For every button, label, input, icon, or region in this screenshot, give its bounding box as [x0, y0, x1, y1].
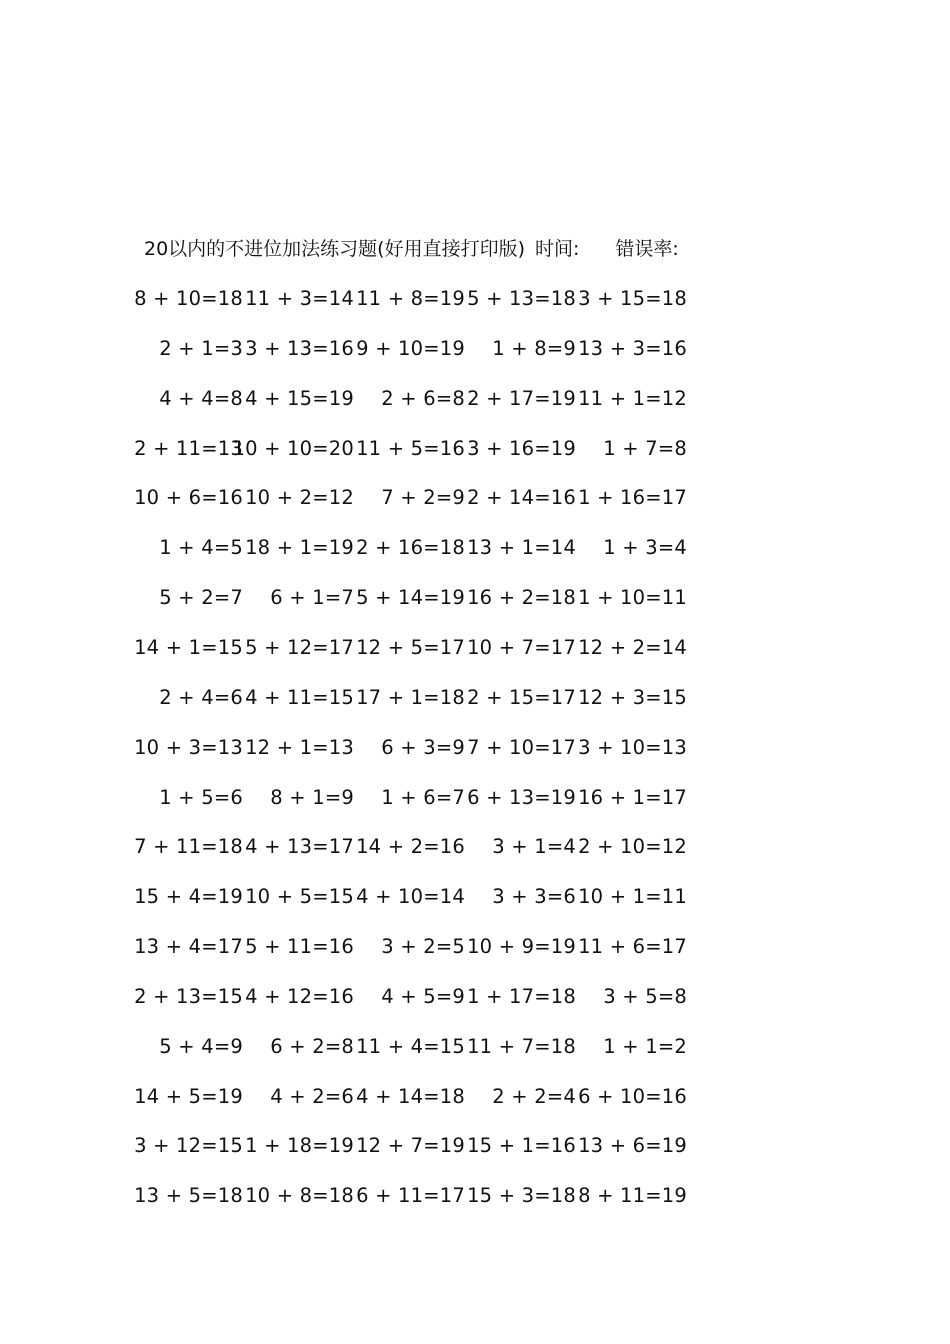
problem-r18-c3: 12 + 7=19 — [356, 1134, 465, 1158]
problem-r10-c1: 10 + 3=13 — [134, 735, 243, 759]
problem-r17-c5: 6 + 10=16 — [578, 1084, 687, 1108]
error-rate-label: 错误率: — [615, 238, 679, 260]
problem-r16-c1: 5 + 4=9 — [159, 1034, 243, 1058]
problem-r3-c1: 4 + 4=8 — [159, 386, 243, 410]
problem-r18-c2: 1 + 18=19 — [245, 1134, 354, 1158]
problem-r19-c5: 8 + 11=19 — [578, 1184, 687, 1208]
problem-r19-c4: 15 + 3=18 — [467, 1184, 576, 1208]
problem-r12-c3: 14 + 2=16 — [356, 835, 465, 859]
problem-r10-c5: 3 + 10=13 — [578, 735, 687, 759]
problem-r4-c1: 2 + 11=13 — [134, 436, 243, 460]
problem-r15-c1: 2 + 13=15 — [134, 984, 243, 1008]
problem-r7-c5: 1 + 10=11 — [578, 586, 687, 610]
problem-r15-c4: 1 + 17=18 — [467, 984, 576, 1008]
problem-r5-c5: 1 + 16=17 — [578, 486, 687, 510]
problem-r10-c2: 12 + 1=13 — [245, 735, 354, 759]
problem-r3-c5: 11 + 1=12 — [578, 386, 687, 410]
problem-r8-c1: 14 + 1=15 — [134, 635, 243, 659]
problem-r12-c1: 7 + 11=18 — [134, 835, 243, 859]
problem-r3-c3: 2 + 6=8 — [381, 386, 465, 410]
problem-r1-c3: 11 + 8=19 — [356, 287, 465, 310]
problem-r15-c2: 4 + 12=16 — [245, 984, 354, 1008]
problem-r17-c1: 14 + 5=19 — [134, 1084, 243, 1108]
problem-r19-c2: 10 + 8=18 — [245, 1184, 354, 1208]
problem-r9-c4: 2 + 15=17 — [467, 685, 576, 709]
problem-r15-c5: 3 + 5=8 — [603, 984, 687, 1008]
problem-r16-c2: 6 + 2=8 — [270, 1034, 354, 1058]
problem-r13-c5: 10 + 1=11 — [578, 885, 687, 909]
problem-r9-c1: 2 + 4=6 — [159, 685, 243, 709]
problem-r14-c1: 13 + 4=17 — [134, 935, 243, 959]
problem-r13-c3: 4 + 10=14 — [356, 885, 465, 909]
time-label: 时间: — [535, 238, 580, 260]
problem-r11-c3: 1 + 6=7 — [381, 785, 465, 809]
problem-r12-c2: 4 + 13=17 — [245, 835, 354, 859]
problem-r6-c5: 1 + 3=4 — [603, 536, 687, 560]
problem-r8-c2: 5 + 12=17 — [245, 635, 354, 659]
problem-r15-c3: 4 + 5=9 — [381, 984, 465, 1008]
problem-r6-c2: 18 + 1=19 — [245, 536, 354, 560]
problem-r19-c1: 13 + 5=18 — [134, 1184, 243, 1208]
problem-r19-c3: 6 + 11=17 — [356, 1184, 465, 1208]
problem-r2-c5: 13 + 3=16 — [578, 336, 687, 360]
problem-r1-c4: 5 + 13=18 — [467, 287, 576, 310]
problem-r7-c4: 16 + 2=18 — [467, 586, 576, 610]
problem-r7-c2: 6 + 1=7 — [270, 586, 354, 610]
problem-r16-c4: 11 + 7=18 — [467, 1034, 576, 1058]
problem-r8-c5: 12 + 2=14 — [578, 635, 687, 659]
problem-r17-c4: 2 + 2=4 — [492, 1084, 576, 1108]
problem-r13-c4: 3 + 3=6 — [492, 885, 576, 909]
problem-r5-c3: 7 + 2=9 — [381, 486, 465, 510]
problem-r14-c2: 5 + 11=16 — [245, 935, 354, 959]
problem-r12-c5: 2 + 10=12 — [578, 835, 687, 859]
problem-r10-c4: 7 + 10=17 — [467, 735, 576, 759]
problem-r11-c1: 1 + 5=6 — [159, 785, 243, 809]
problem-r8-c4: 10 + 7=17 — [467, 635, 576, 659]
worksheet-title: 20以内的不进位加法练习题(好用直接打印版) — [144, 238, 526, 260]
problem-r14-c4: 10 + 9=19 — [467, 935, 576, 959]
problem-r5-c1: 10 + 6=16 — [134, 486, 243, 510]
problem-r17-c3: 4 + 14=18 — [356, 1084, 465, 1108]
problem-r18-c4: 15 + 1=16 — [467, 1134, 576, 1158]
problem-r11-c4: 6 + 13=19 — [467, 785, 576, 809]
problem-r11-c2: 8 + 1=9 — [270, 785, 354, 809]
problem-r3-c2: 4 + 15=19 — [245, 386, 354, 410]
problem-r5-c2: 10 + 2=12 — [245, 486, 354, 510]
problem-r3-c4: 2 + 17=19 — [467, 386, 576, 410]
problem-r14-c5: 11 + 6=17 — [578, 935, 687, 959]
problem-r2-c4: 1 + 8=9 — [492, 336, 576, 360]
problem-r14-c3: 3 + 2=5 — [381, 935, 465, 959]
problem-r7-c1: 5 + 2=7 — [159, 586, 243, 610]
problem-r2-c1: 2 + 1=3 — [159, 336, 243, 360]
problem-r8-c3: 12 + 5=17 — [356, 635, 465, 659]
problem-r6-c4: 13 + 1=14 — [467, 536, 576, 560]
problem-r2-c2: 3 + 13=16 — [245, 336, 354, 360]
problem-r13-c1: 15 + 4=19 — [134, 885, 243, 909]
problem-r11-c5: 16 + 1=17 — [578, 785, 687, 809]
problem-r17-c2: 4 + 2=6 — [270, 1084, 354, 1108]
problem-r12-c4: 3 + 1=4 — [492, 835, 576, 859]
problem-r4-c2: 10 + 10=20 — [232, 436, 354, 460]
problem-r7-c3: 5 + 14=19 — [356, 586, 465, 610]
problem-r13-c2: 10 + 5=15 — [245, 885, 354, 909]
problem-r5-c4: 2 + 14=16 — [467, 486, 576, 510]
problem-r16-c3: 11 + 4=15 — [356, 1034, 465, 1058]
problem-r6-c1: 1 + 4=5 — [159, 536, 243, 560]
problem-r4-c3: 11 + 5=16 — [356, 436, 465, 460]
problem-r10-c3: 6 + 3=9 — [381, 735, 465, 759]
problem-r6-c3: 2 + 16=18 — [356, 536, 465, 560]
problem-r1-c1: 8 + 10=18 — [134, 287, 243, 310]
problem-r9-c5: 12 + 3=15 — [578, 685, 687, 709]
problem-r16-c5: 1 + 1=2 — [603, 1034, 687, 1058]
problem-r9-c2: 4 + 11=15 — [245, 685, 354, 709]
problem-r9-c3: 17 + 1=18 — [356, 685, 465, 709]
problem-r2-c3: 9 + 10=19 — [356, 336, 465, 360]
problem-r4-c4: 3 + 16=19 — [467, 436, 576, 460]
problem-r18-c1: 3 + 12=15 — [134, 1134, 243, 1158]
problem-r18-c5: 13 + 6=19 — [578, 1134, 687, 1158]
problem-r4-c5: 1 + 7=8 — [603, 436, 687, 460]
problem-r1-c2: 11 + 3=14 — [245, 287, 354, 310]
problem-r1-c5: 3 + 15=18 — [578, 287, 687, 310]
